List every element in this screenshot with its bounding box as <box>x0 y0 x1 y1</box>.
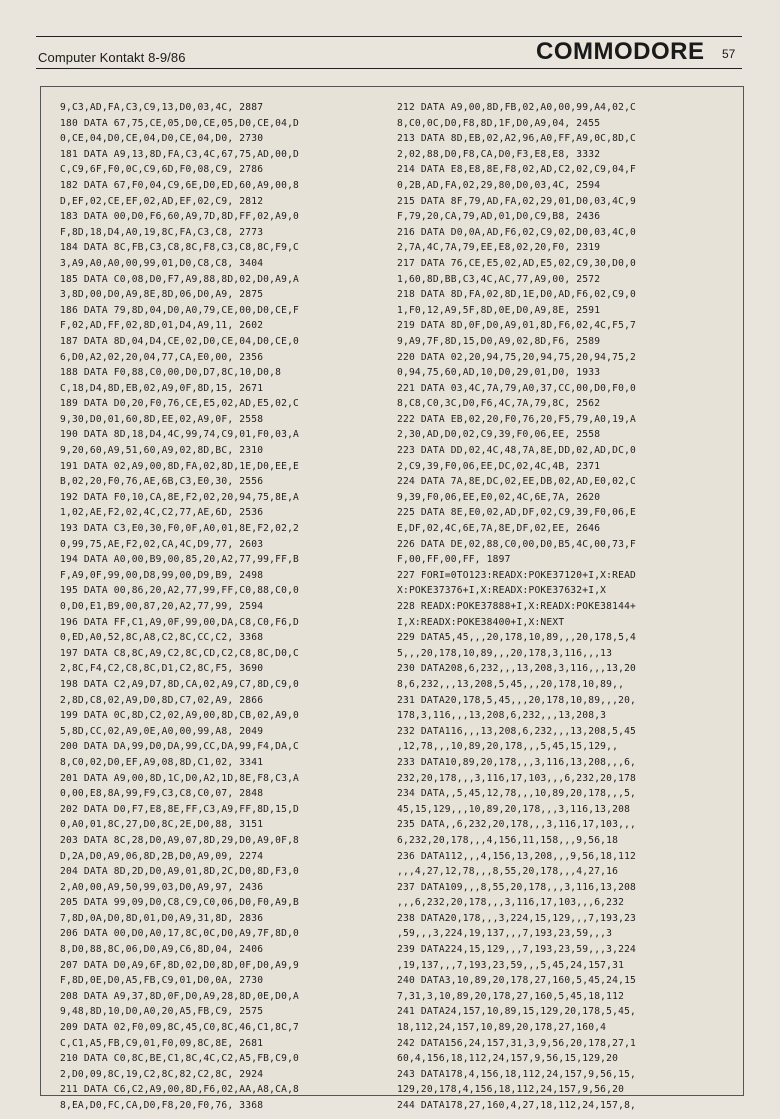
listing-line: 186 DATA 79,8D,04,D0,A0,79,CE,00,D0,CE,F <box>60 304 300 316</box>
listing-line: 238 DATA20,178,,,3,224,15,129,,,7,193,23 <box>397 912 637 924</box>
listing-line: 239 DATA224,15,129,,,7,193,23,59,,,3,224 <box>397 944 637 956</box>
program-listing <box>40 86 744 1111</box>
listing-line: 192 DATA F0,10,CA,8E,F2,02,20,94,75,8E,A <box>60 491 300 503</box>
listing-line: 6,D0,A2,02,20,04,77,CA,E0,00, 2356 <box>60 351 264 363</box>
page-number: 57 <box>722 47 736 61</box>
listing-line: 8,C0,0C,D0,F8,8D,1F,D0,A9,04, 2455 <box>397 117 601 129</box>
listing-line: 233 DATA10,89,20,178,,,3,116,13,208,,,6, <box>397 756 637 768</box>
listing-line: 223 DATA DD,02,4C,48,7A,8E,DD,02,AD,DC,0 <box>397 445 637 457</box>
listing-line: 211 DATA C6,C2,A9,00,8D,F6,02,AA,A8,CA,8 <box>60 1084 300 1096</box>
listing-line: 129,20,178,4,156,18,112,24,157,9,56,20 <box>397 1084 625 1096</box>
listing-line: 2,30,AD,D0,02,C9,39,F0,06,EE, 2558 <box>397 429 601 441</box>
listing-line: 7,31,3,10,89,20,178,27,160,5,45,18,112 <box>397 990 625 1002</box>
listing-line: 193 DATA C3,E0,30,F0,0F,A0,01,8E,F2,02,2 <box>60 523 300 535</box>
listing-line: 9,C3,AD,FA,C3,C9,13,D0,03,4C, 2887 <box>60 102 264 113</box>
listing-line: 190 DATA 8D,18,D4,4C,99,74,C9,01,F0,03,A <box>60 429 300 441</box>
listing-line: 5,8D,CC,02,A9,0E,A0,00,99,A8, 2049 <box>60 725 264 737</box>
listing-line: 2,8D,C8,02,A9,D0,8D,C7,02,A9, 2866 <box>60 694 264 706</box>
section-brand-title: COMMODORE <box>536 38 705 65</box>
listing-line: 228 READX:POKE37888+I,X:READX:POKE38144+ <box>397 601 637 612</box>
listing-line: 231 DATA20,178,5,45,,,20,178,10,89,,,20, <box>397 694 637 706</box>
listing-line: 181 DATA A9,13,8D,FA,C3,4C,67,75,AD,00,D <box>60 148 300 160</box>
listing-line: 229 DATA5,45,,,20,178,10,89,,,20,178,5,4 <box>397 632 637 644</box>
listing-line: 216 DATA D0,0A,AD,F6,02,C9,02,D0,03,4C,0 <box>397 226 637 238</box>
listing-line: D,2A,D0,A9,06,8D,2B,D0,A9,09, 2274 <box>60 850 264 862</box>
listing-line: 227 FORI=0TO123:READX:POKE37120+I,X:READ <box>397 569 637 581</box>
listing-line: 60,4,156,18,112,24,157,9,56,15,129,20 <box>397 1053 619 1065</box>
listing-line: 221 DATA 03,4C,7A,79,A0,37,CC,00,D0,F0,0 <box>397 382 637 394</box>
listing-line: 3,A9,A0,A0,00,99,01,D0,C8,C8, 3404 <box>60 257 264 269</box>
listing-line: 241 DATA24,157,10,89,15,129,20,178,5,45, <box>397 1006 637 1018</box>
listing-line: 191 DATA 02,A9,00,8D,FA,02,8D,1E,D0,EE,E <box>60 460 300 472</box>
listing-line: 203 DATA 8C,28,D0,A9,07,8D,29,D0,A9,0F,8 <box>60 834 300 846</box>
listing-line: 189 DATA D0,20,F0,76,CE,E5,02,AD,E5,02,C <box>60 398 300 410</box>
listing-line: 45,15,129,,,10,89,20,178,,,3,116,13,208 <box>397 803 631 815</box>
listing-line: 232 DATA116,,,13,208,6,232,,,13,208,5,45 <box>397 725 637 737</box>
magazine-issue-label: Computer Kontakt 8-9/86 <box>38 50 186 65</box>
listing-right-column <box>397 100 732 1114</box>
listing-line: 226 DATA DE,02,88,C0,00,D0,B5,4C,00,73,F <box>397 538 637 550</box>
listing-line: 0,00,E8,8A,99,F9,C3,C8,C0,07, 2848 <box>60 788 264 800</box>
listing-line: 213 DATA 8D,EB,02,A2,96,A0,FF,A9,0C,8D,C <box>397 133 637 145</box>
listing-line: 236 DATA112,,,4,156,13,208,,,9,56,18,112 <box>397 850 637 862</box>
listing-line: 199 DATA 0C,8D,C2,02,A9,00,8D,CB,02,A9,0 <box>60 710 300 722</box>
listing-line: 187 DATA 8D,04,D4,CE,02,D0,CE,04,D0,CE,0 <box>60 335 300 347</box>
listing-line: 214 DATA E8,E8,8E,F8,02,AD,C2,02,C9,04,F <box>397 164 637 176</box>
listing-line: 1,F0,12,A9,5F,8D,0E,D0,A9,8E, 2591 <box>397 304 601 316</box>
top-rule <box>36 36 742 37</box>
listing-line: 9,30,D0,01,60,8D,EE,02,A9,0F, 2558 <box>60 413 264 425</box>
listing-line: F,8D,0E,D0,A5,FB,C9,01,D0,0A, 2730 <box>60 975 264 987</box>
listing-line: 8,C0,02,D0,EF,A9,08,8D,C1,02, 3341 <box>60 756 264 768</box>
listing-line: 200 DATA DA,99,D0,DA,99,CC,DA,99,F4,DA,C <box>60 741 300 753</box>
listing-line: 196 DATA FF,C1,A9,0F,99,00,DA,C8,C0,F6,D <box>60 616 300 628</box>
listing-line: 234 DATA,,5,45,12,78,,,10,89,20,178,,,5, <box>397 788 637 800</box>
listing-line: 219 DATA 8D,0F,D0,A9,01,8D,F6,02,4C,F5,7 <box>397 320 637 332</box>
listing-line: 242 DATA156,24,157,31,3,9,56,20,178,27,1 <box>397 1037 637 1049</box>
listing-line: F,79,20,CA,79,AD,01,D0,C9,B8, 2436 <box>397 211 601 223</box>
listing-line: 184 DATA 8C,FB,C3,C8,8C,F8,C3,C8,8C,F9,C <box>60 242 300 254</box>
listing-line: 8,EA,D0,FC,CA,D0,F8,20,F0,76, 3368 <box>60 1100 264 1111</box>
listing-line: ,12,78,,,10,89,20,178,,,5,45,15,129,, <box>397 741 619 753</box>
listing-line: 8,6,232,,,13,208,5,45,,,20,178,10,89,, <box>397 678 625 690</box>
listing-line: 217 DATA 76,CE,E5,02,AD,E5,02,C9,30,D0,0 <box>397 257 637 269</box>
listing-line: 243 DATA178,4,156,18,112,24,157,9,56,15, <box>397 1068 637 1080</box>
listing-line: 5,,,20,178,10,89,,,20,178,3,116,,,13 <box>397 647 613 659</box>
listing-line: 215 DATA 8F,79,AD,FA,02,29,01,D0,03,4C,9 <box>397 195 637 207</box>
listing-line: 202 DATA D0,F7,E8,8E,FF,C3,A9,FF,8D,15,D <box>60 803 300 815</box>
listing-line: C,18,D4,8D,EB,02,A9,0F,8D,15, 2671 <box>60 382 264 394</box>
listing-line: 3,8D,00,D0,A9,8E,8D,06,D0,A9, 2875 <box>60 289 264 301</box>
listing-line: 9,A9,7F,8D,15,D0,A9,02,8D,F6, 2589 <box>397 335 601 347</box>
listing-line: C,C1,A5,FB,C9,01,F0,09,8C,8E, 2681 <box>60 1037 264 1049</box>
listing-line: 206 DATA 00,D0,A0,17,8C,0C,D0,A9,7F,8D,0 <box>60 928 300 940</box>
listing-line: I,X:READX:POKE38400+I,X:NEXT <box>397 616 565 628</box>
listing-line: ,,,6,232,20,178,,,3,116,17,103,,,6,232 <box>397 897 625 909</box>
listing-line: 240 DATA3,10,89,20,178,27,160,5,45,24,15 <box>397 975 637 987</box>
listing-line: 8,D0,88,8C,06,D0,A9,C6,8D,04, 2406 <box>60 944 264 956</box>
listing-line: 188 DATA F0,88,C0,00,D0,D7,8C,10,D0,8 <box>60 367 282 379</box>
listing-line: 230 DATA208,6,232,,,13,208,3,116,,,13,20 <box>397 663 637 675</box>
listing-line: 182 DATA 67,F0,04,C9,6E,D0,ED,60,A9,00,8 <box>60 179 300 191</box>
listing-line: 212 DATA A9,00,8D,FB,02,A0,00,99,A4,02,C <box>397 102 637 113</box>
listing-line: 209 DATA 02,F0,09,8C,45,C0,8C,46,C1,8C,7 <box>60 1022 300 1034</box>
listing-line: 194 DATA A0,00,B9,00,85,20,A2,77,99,FF,B <box>60 554 300 566</box>
listing-line: 0,ED,A0,52,8C,A8,C2,8C,CC,C2, 3368 <box>60 632 264 644</box>
listing-line: 210 DATA C0,8C,BE,C1,8C,4C,C2,A5,FB,C9,0 <box>60 1053 300 1065</box>
listing-line: 0,A0,01,8C,27,D0,8C,2E,D0,88, 3151 <box>60 819 264 831</box>
listing-line: 208 DATA A9,37,8D,0F,D0,A9,28,8D,0E,D0,A <box>60 990 300 1002</box>
listing-line: F,00,FF,00,FF, 1897 <box>397 554 511 566</box>
listing-line: 185 DATA C0,08,D0,F7,A9,88,8D,02,D0,A9,A <box>60 273 300 285</box>
listing-line: 237 DATA109,,,8,55,20,178,,,3,116,13,208 <box>397 881 637 893</box>
header-rule <box>36 68 742 69</box>
listing-line: 197 DATA C8,8C,A9,C2,8C,CD,C2,C8,8C,D0,C <box>60 647 300 659</box>
listing-line: 183 DATA 00,D0,F6,60,A9,7D,8D,FF,02,A9,0 <box>60 211 300 223</box>
listing-line: 0,94,75,60,AD,10,D0,29,01,D0, 1933 <box>397 367 601 379</box>
listing-line: 2,7A,4C,7A,79,EE,E8,02,20,F0, 2319 <box>397 242 601 254</box>
listing-line: ,,,4,27,12,78,,,8,55,20,178,,,4,27,16 <box>397 866 619 878</box>
listing-line: E,DF,02,4C,6E,7A,8E,DF,02,EE, 2646 <box>397 523 601 535</box>
listing-line: 235 DATA,,6,232,20,178,,,3,116,17,103,,, <box>397 819 637 831</box>
listing-line: 0,D0,E1,B9,00,87,20,A2,77,99, 2594 <box>60 601 264 612</box>
listing-line: 2,D0,09,8C,19,C2,8C,82,C2,8C, 2924 <box>60 1068 264 1080</box>
listing-line: 0,CE,04,D0,CE,04,D0,CE,04,D0, 2730 <box>60 133 264 145</box>
listing-line: 7,8D,0A,D0,8D,01,D0,A9,31,8D, 2836 <box>60 912 264 924</box>
listing-line: 198 DATA C2,A9,D7,8D,CA,02,A9,C7,8D,C9,0 <box>60 678 300 690</box>
listing-line: 18,112,24,157,10,89,20,178,27,160,4 <box>397 1022 607 1034</box>
listing-line: 1,60,8D,BB,C3,4C,AC,77,A9,00, 2572 <box>397 273 601 285</box>
listing-line: F,8D,18,D4,A0,19,8C,FA,C3,C8, 2773 <box>60 226 264 238</box>
listing-line: 2,A0,00,A9,50,99,03,D0,A9,97, 2436 <box>60 881 264 893</box>
listing-line: 2,8C,F4,C2,C8,8C,D1,C2,8C,F5, 3690 <box>60 663 264 675</box>
listing-line: 201 DATA A9,00,8D,1C,D0,A2,1D,8E,F8,C3,A <box>60 772 300 784</box>
listing-line: 204 DATA 8D,2D,D0,A9,01,8D,2C,D0,8D,F3,0 <box>60 866 300 878</box>
listing-line: 0,2B,AD,FA,02,29,80,D0,03,4C, 2594 <box>397 179 601 191</box>
listing-line: 2,02,88,D0,F8,CA,D0,F3,E8,E8, 3332 <box>397 148 601 160</box>
listing-line: 220 DATA 02,20,94,75,20,94,75,20,94,75,2 <box>397 351 637 363</box>
listing-line: 2,C9,39,F0,06,EE,DC,02,4C,4B, 2371 <box>397 460 601 472</box>
listing-line: 178,3,116,,,13,208,6,232,,,13,208,3 <box>397 710 607 722</box>
listing-line: 9,20,60,A9,51,60,A9,02,8D,BC, 2310 <box>60 445 264 457</box>
listing-line: 224 DATA 7A,8E,DC,02,EE,DB,02,AD,E0,02,C <box>397 476 637 488</box>
listing-line: 222 DATA EB,02,20,F0,76,20,F5,79,A0,19,A <box>397 413 637 425</box>
listing-line: 6,232,20,178,,,4,156,11,158,,,9,56,18 <box>397 834 619 846</box>
listing-line: ,59,,,3,224,19,137,,,7,193,23,59,,,3 <box>397 928 613 940</box>
listing-line: 218 DATA 8D,FA,02,8D,1E,D0,AD,F6,02,C9,0 <box>397 289 637 301</box>
listing-line: 180 DATA 67,75,CE,05,D0,CE,05,D0,CE,04,D <box>60 117 300 129</box>
listing-line: 225 DATA 8E,E0,02,AD,DF,02,C9,39,F0,06,E <box>397 507 637 519</box>
listing-line: 1,02,AE,F2,02,4C,C2,77,AE,6D, 2536 <box>60 507 264 519</box>
listing-line: 232,20,178,,,3,116,17,103,,,6,232,20,178 <box>397 772 637 784</box>
listing-line: F,02,AD,FF,02,8D,01,D4,A9,11, 2602 <box>60 320 264 332</box>
listing-line: 9,48,8D,10,D0,A0,20,A5,FB,C9, 2575 <box>60 1006 264 1018</box>
listing-line: 9,39,F0,06,EE,E0,02,4C,6E,7A, 2620 <box>397 491 601 503</box>
listing-line: C,C9,6F,F0,0C,C9,6D,F0,08,C9, 2786 <box>60 164 264 176</box>
listing-line: D,EF,02,CE,EF,02,AD,EF,02,C9, 2812 <box>60 195 264 207</box>
listing-line: 207 DATA D0,A9,6F,8D,02,D0,8D,0F,D0,A9,9 <box>60 959 300 971</box>
listing-line: 244 DATA178,27,160,4,27,18,112,24,157,8, <box>397 1100 637 1111</box>
listing-line: B,02,20,F0,76,AE,6B,C3,E0,30, 2556 <box>60 476 264 488</box>
listing-line: 195 DATA 00,86,20,A2,77,99,FF,C0,88,C0,0 <box>60 585 300 597</box>
listing-line: 8,C8,C0,3C,D0,F6,4C,7A,79,8C, 2562 <box>397 398 601 410</box>
listing-line: X:POKE37376+I,X:READX:POKE37632+I,X <box>397 585 607 597</box>
listing-line: ,19,137,,,7,193,23,59,,,5,45,24,157,31 <box>397 959 625 971</box>
listing-line: F,A9,0F,99,00,D8,99,00,D9,B9, 2498 <box>60 569 264 581</box>
listing-line: 205 DATA 99,09,D0,C8,C9,C0,06,D0,F0,A9,B <box>60 897 300 909</box>
listing-left-column <box>60 100 395 1114</box>
listing-line: 0,99,75,AE,F2,02,CA,4C,D9,77, 2603 <box>60 538 264 550</box>
